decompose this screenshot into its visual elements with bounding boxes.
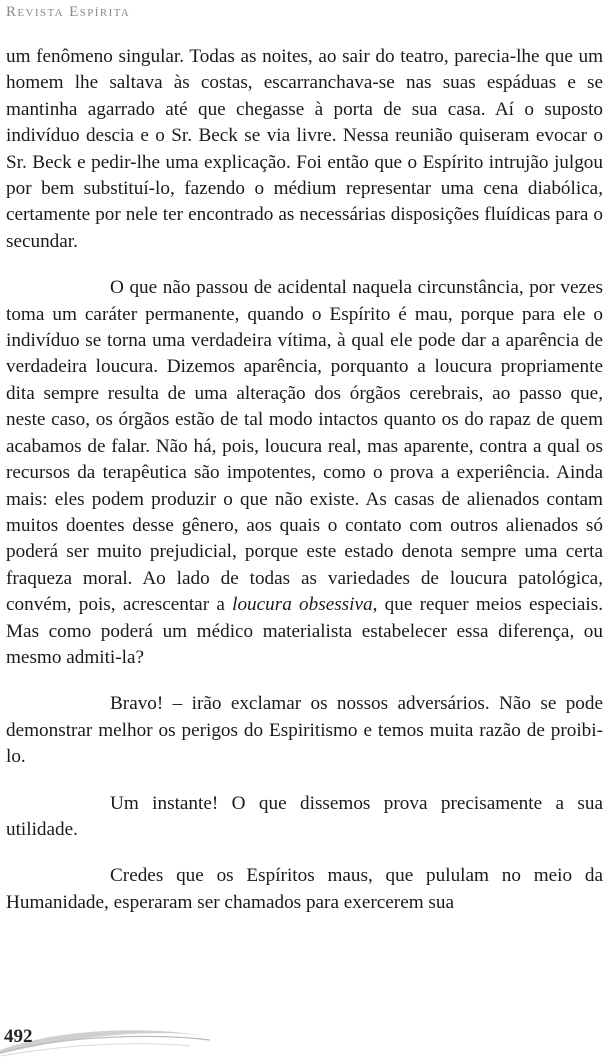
page-footer <box>0 1020 611 1057</box>
paragraph-3: Bravo! – irão exclamar os nossos adversários. Não se pode demonstrar melhor os perigos do Espiritismo e temos muita razão de proibi-lo. <box>6 693 603 768</box>
running-header: Revista Espírita <box>6 4 131 20</box>
page-number: 492 <box>4 1026 33 1047</box>
paragraph-2 <box>6 275 603 671</box>
page-body <box>6 44 603 936</box>
emphasis-loucura-obsessiva: loucura obsessiva <box>232 594 373 616</box>
paragraph-4: Um instante! O que dissemos prova precisamente a sua utilidade. <box>6 792 603 840</box>
paragraph-2-text-a: O que não passou de acidental naquela circunstância, por vezes toma um caráter permanente, quando o Espírito é mau, porque para ele o indivíduo se torna uma verdadeira vítima, à qual ele pode dar a aparência de verdadeira loucura. Dizemos aparência, porquanto a loucura propriamente dita sempre resulta de uma alteração dos órgãos cerebrais, ao passo que, neste caso, os órgãos estão de tal modo intactos quanto os do rapaz de quem acabamos de falar. Não há, pois, loucura real, mas aparente, contra a qual os recursos da terapêutica são impotentes, como o prova a experiência. Ainda mais: eles podem produzir o que não existe. As casas de alienados contam muitos doentes desse gênero, aos quais o contato com outros alienados só poderá ser muito prejudicial, porque este estado denota sempre uma certa fraqueza moral. Ao lado de todas as variedades de loucura patológica, convém, pois, acrescentar a <box>6 277 603 616</box>
decorative-swoosh-icon <box>0 1020 240 1057</box>
paragraph-1: um fenômeno singular. Todas as noites, ao sair do teatro, parecia-lhe que um homem lhe saltava às costas, escarranchava-se nas suas espáduas e se mantinha agarrado até que chegasse à porta de sua casa. Aí o suposto indivíduo descia e o Sr. Beck se via livre. Nessa reunião quiseram evocar o Sr. Beck e pedir-lhe uma explicação. Foi então que o Espírito intrujão julgou por bem substituí-lo, fazendo o médium representar uma cena diabólica, certamente por nele ter encontrado as necessárias disposições fluídicas para o secundar. <box>6 46 603 252</box>
paragraph-2-text-b: , que requer meios especiais. Mas como poderá um médico materialista estabelecer essa diferença, ou mesmo admiti-la? <box>6 594 603 668</box>
paragraph-5: Credes que os Espíritos maus, que pululam no meio da Humanidade, esperaram ser chamados para exercerem sua <box>6 865 603 913</box>
